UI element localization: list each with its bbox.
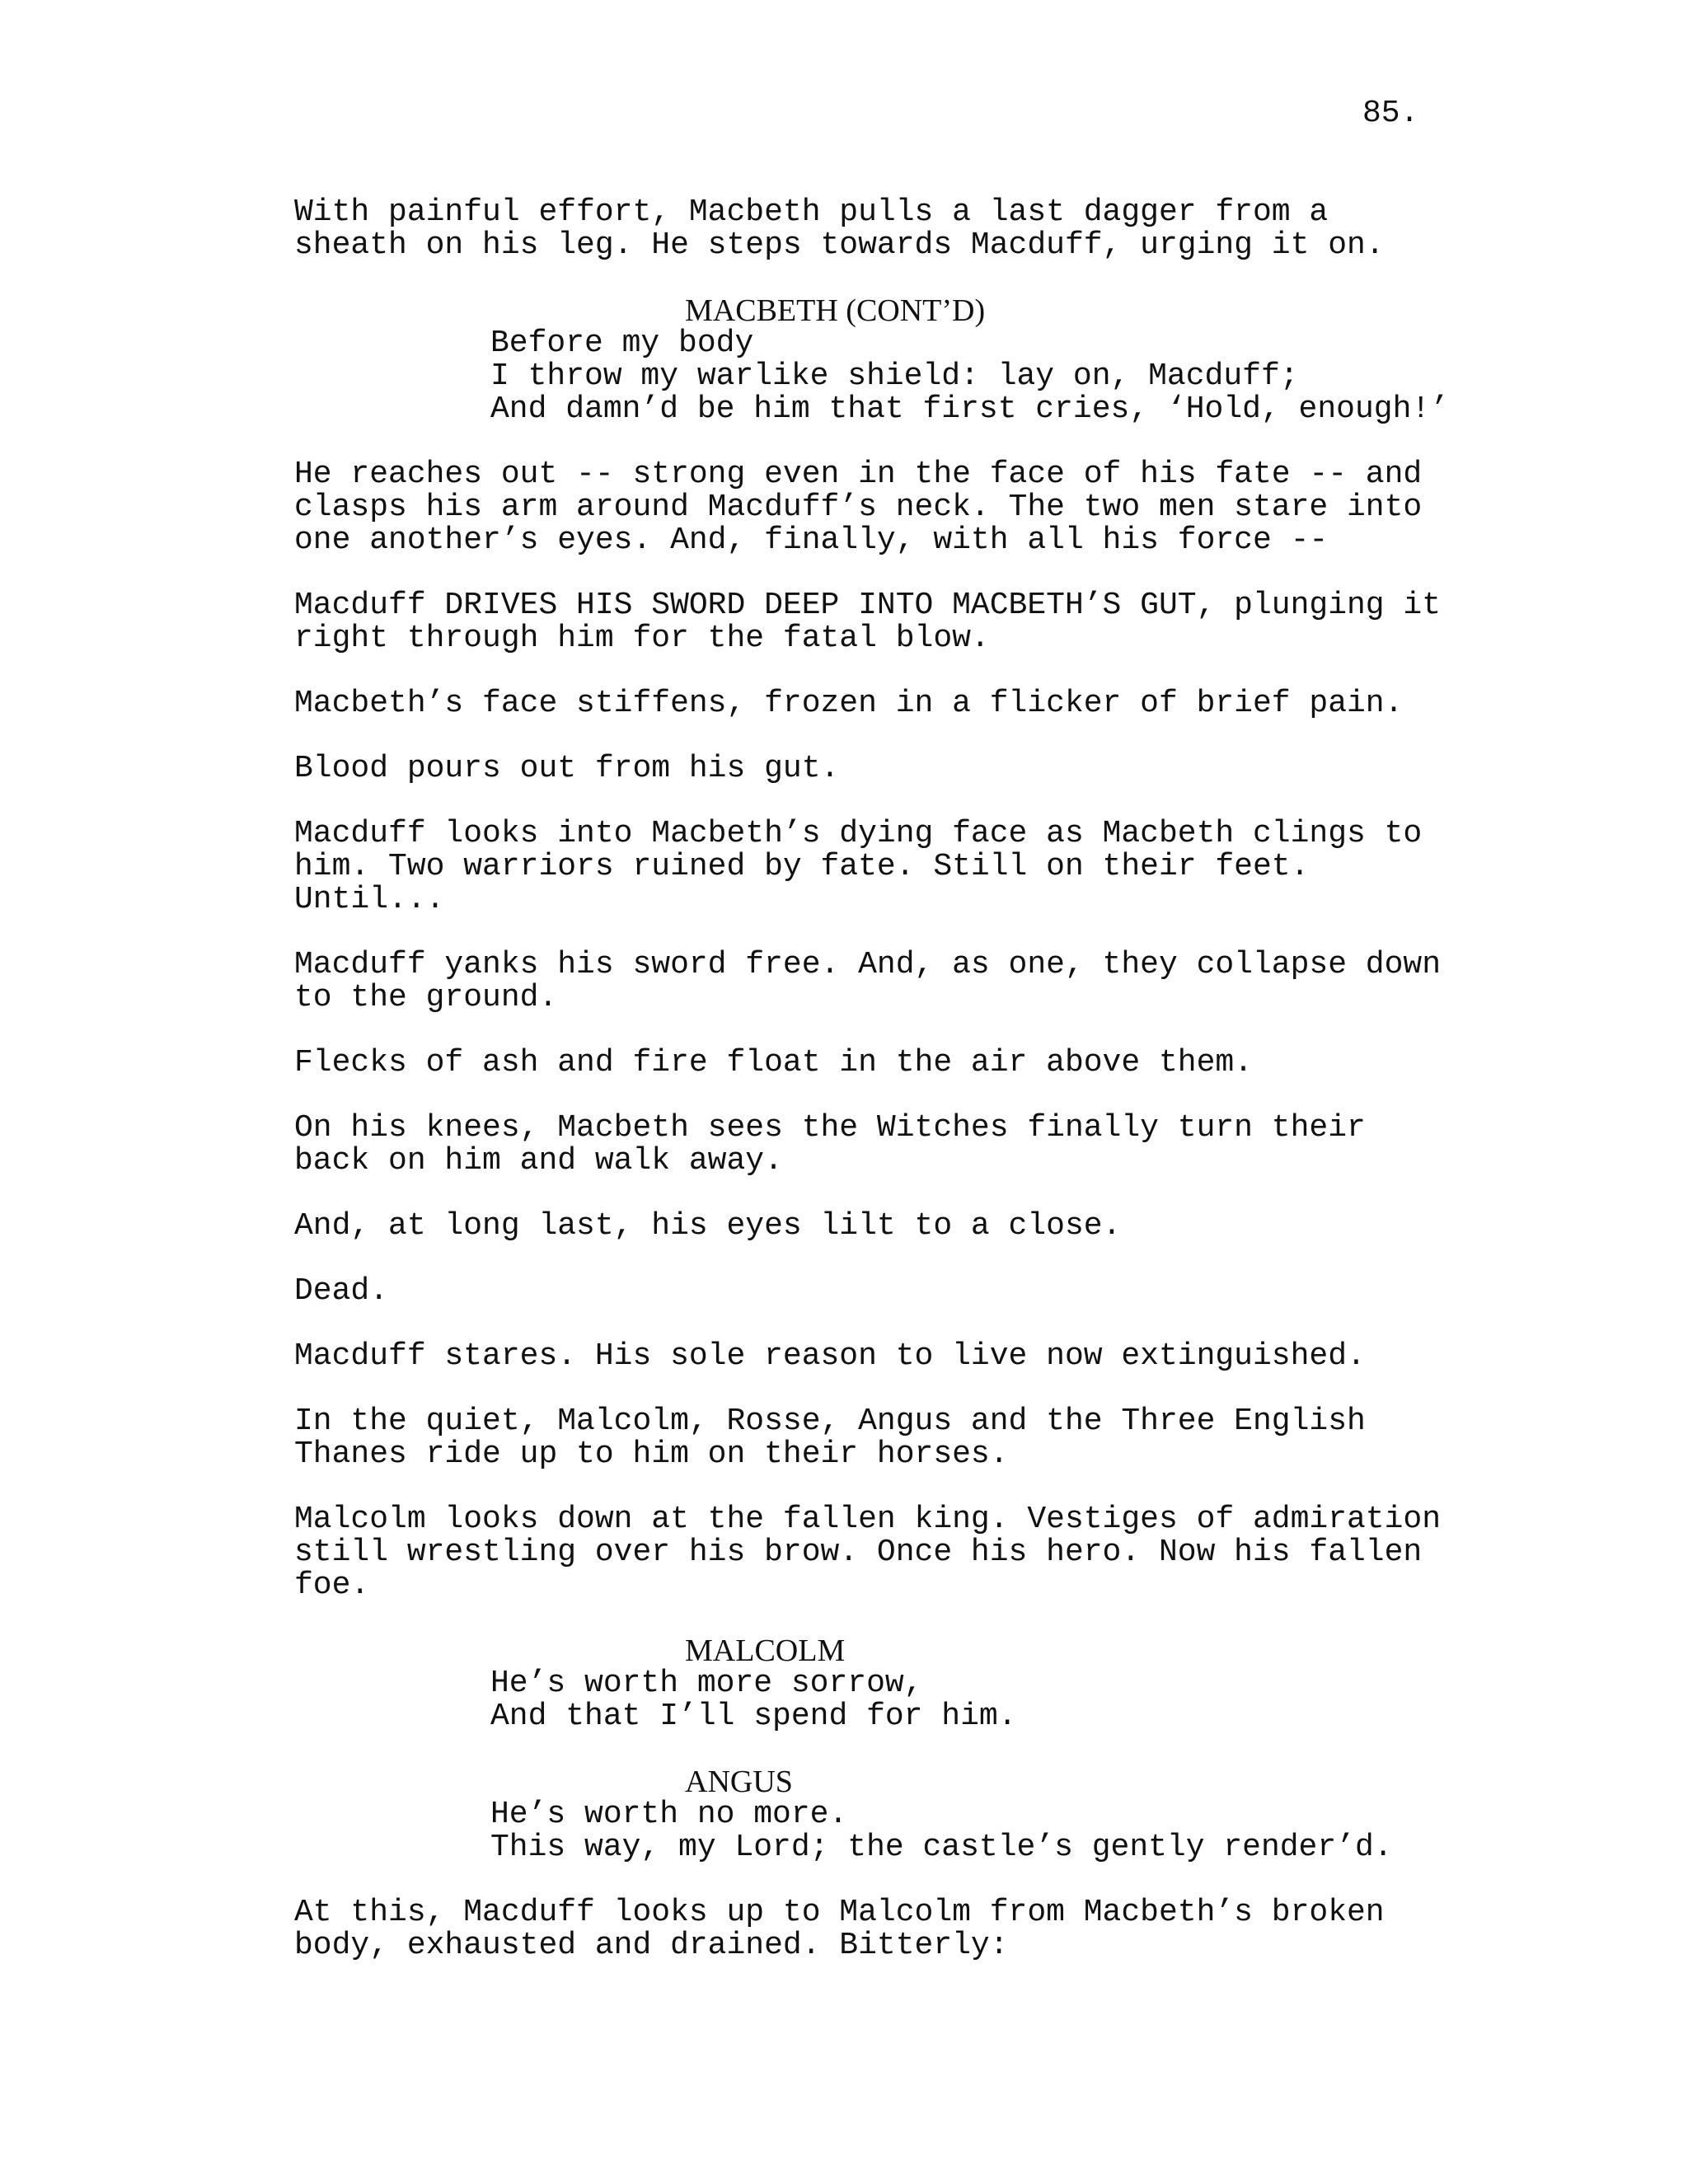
action-line: With painful effort, Macbeth pulls a last dagger from a <box>294 194 1329 230</box>
action-paragraph <box>294 752 1498 785</box>
action-line: In the quiet, Malcolm, Rosse, Angus and the Three English <box>294 1404 1366 1439</box>
character-cue: MALCOLM <box>685 1633 846 1668</box>
action-line: Malcolm looks down at the fallen king. Vestiges of admiration <box>294 1502 1442 1537</box>
action-line: sheath on his leg. He steps towards Macduff, urging it on. <box>294 227 1385 263</box>
action-paragraph <box>294 1896 1498 1962</box>
action-line: back on him and walk away. <box>294 1143 783 1179</box>
action-paragraph <box>294 458 1498 557</box>
action-paragraph <box>294 818 1498 916</box>
dialogue-line: He’s worth more sorrow, <box>490 1666 923 1701</box>
action-line: Flecks of ash and fire float in the air above them. <box>294 1045 1253 1080</box>
action-line: to the ground. <box>294 980 558 1015</box>
action-line: Thanes ride up to him on their horses. <box>294 1436 1009 1472</box>
action-line: On his knees, Macbeth sees the Witches finally turn their <box>294 1110 1366 1146</box>
action-line: He reaches out -- strong even in the face of his fate -- and <box>294 457 1423 492</box>
action-paragraph <box>294 589 1498 655</box>
screenplay-body <box>294 196 1498 1994</box>
dialogue-line: I throw my warlike shield: lay on, Macduff; <box>490 359 1299 394</box>
dialogue-line: Before my body <box>490 326 754 361</box>
action-line: Macduff stares. His sole reason to live now extinguished. <box>294 1338 1366 1374</box>
action-line: Until... <box>294 882 445 917</box>
action-line: Dead. <box>294 1273 389 1309</box>
action-paragraph <box>294 196 1498 262</box>
page-number: 85. <box>1362 96 1419 131</box>
action-line: foe. <box>294 1568 370 1603</box>
action-line: At this, Macduff looks up to Malcolm from Macbeth’s broken <box>294 1895 1385 1930</box>
character-cue: MACBETH (CONT’D) <box>685 293 986 328</box>
action-paragraph <box>294 1275 1498 1308</box>
action-line: one another’s eyes. And, finally, with all his force -- <box>294 523 1329 558</box>
action-paragraph <box>294 1210 1498 1243</box>
dialogue-line: This way, my Lord; the castle’s gently render’d. <box>490 1830 1393 1865</box>
action-paragraph <box>294 949 1498 1015</box>
action-line: clasps his arm around Macduff’s neck. The two men stare into <box>294 490 1423 525</box>
action-line: Macduff yanks his sword free. And, as one, they collapse down <box>294 947 1442 982</box>
action-paragraph <box>294 1405 1498 1471</box>
dialogue-block <box>294 1634 1498 1733</box>
action-line: body, exhausted and drained. Bitterly: <box>294 1928 1009 1963</box>
dialogue-line: He’s worth no more. <box>490 1797 848 1832</box>
dialogue-block <box>294 294 1498 426</box>
dialogue-line: And that I’ll spend for him. <box>490 1699 1017 1734</box>
action-line: him. Two warriors ruined by fate. Still on their feet. <box>294 849 1310 884</box>
action-line: Blood pours out from his gut. <box>294 751 840 786</box>
action-paragraph <box>294 1112 1498 1178</box>
action-line: And, at long last, his eyes lilt to a close. <box>294 1208 1122 1244</box>
action-paragraph <box>294 1503 1498 1602</box>
action-line: Macbeth’s face stiffens, frozen in a flicker of brief pain. <box>294 686 1404 721</box>
action-paragraph <box>294 1340 1498 1373</box>
action-paragraph <box>294 687 1498 720</box>
dialogue-line: And damn’d be him that first cries, ‘Hold, enough!’ <box>490 391 1449 427</box>
action-line: right through him for the fatal blow. <box>294 621 990 656</box>
dialogue-block <box>294 1765 1498 1864</box>
character-cue: ANGUS <box>685 1765 793 1799</box>
action-paragraph <box>294 1047 1498 1080</box>
action-line: Macduff DRIVES HIS SWORD DEEP INTO MACBETH’S GUT, plunging it <box>294 588 1442 623</box>
action-line: still wrestling over his brow. Once his hero. Now his fallen <box>294 1535 1423 1570</box>
action-line: Macduff looks into Macbeth’s dying face as Macbeth clings to <box>294 816 1423 851</box>
